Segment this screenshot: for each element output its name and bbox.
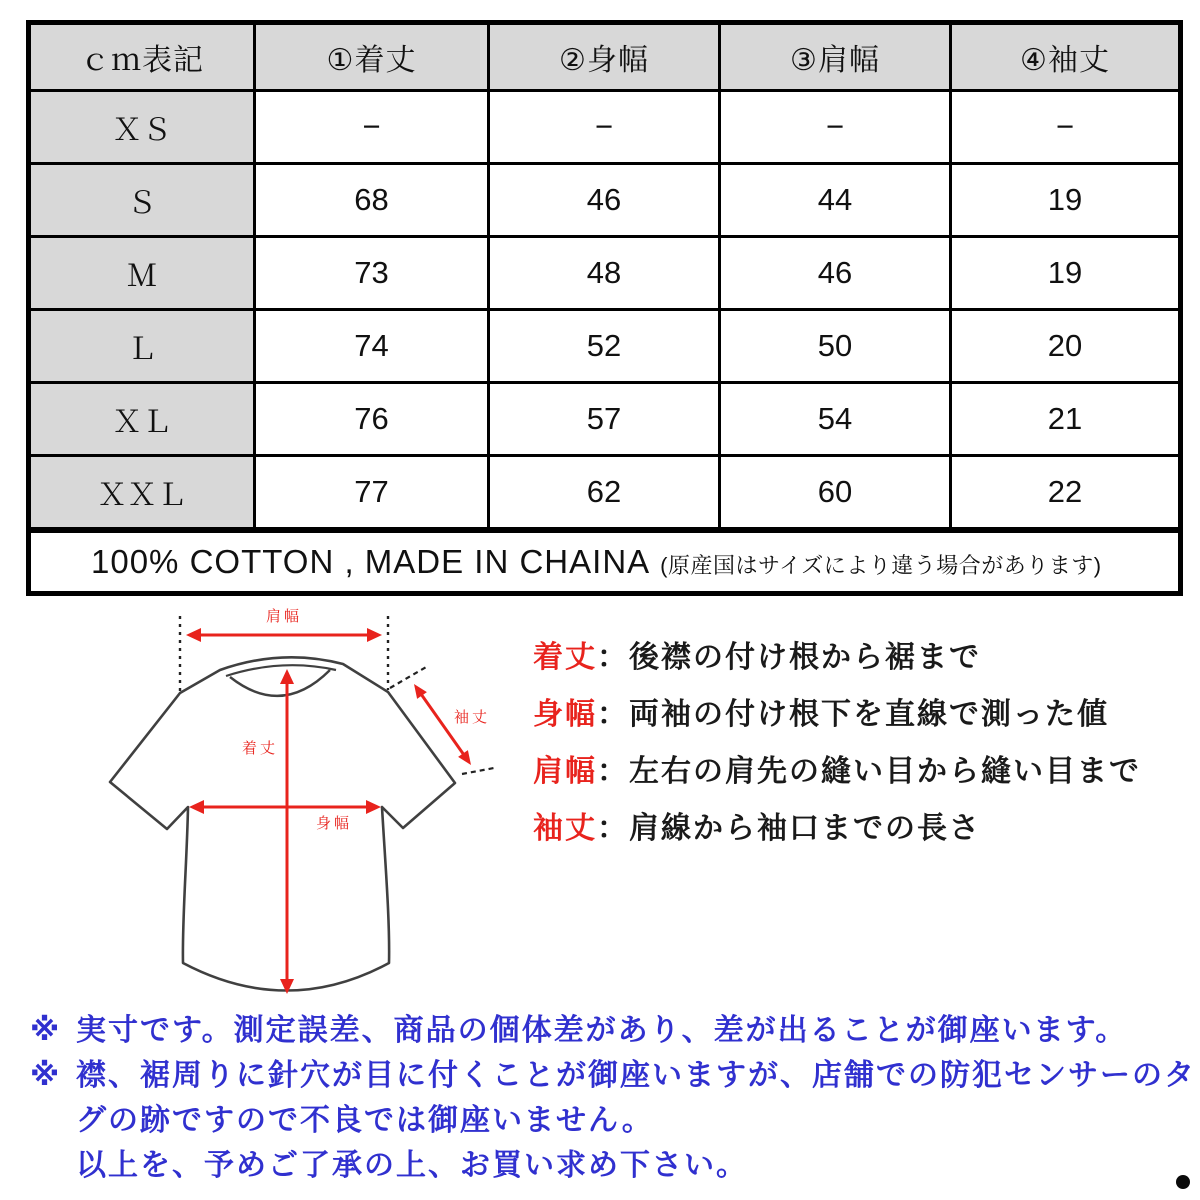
table-cell: − — [255, 91, 489, 164]
size-label: ＸＬ — [29, 383, 255, 456]
table-footer-row — [29, 530, 1181, 594]
sleeve-guide-bottom — [462, 768, 494, 774]
table-cell: 44 — [720, 164, 951, 237]
tshirt-outline — [110, 657, 455, 990]
header-cell-width: ②身幅 — [489, 23, 720, 91]
note-marker: ※ — [30, 1014, 62, 1047]
legend-separator: ： — [597, 812, 629, 845]
body-width-label: 身幅 — [315, 815, 353, 832]
size-label: Ｓ — [29, 164, 255, 237]
table-cell: 20 — [951, 310, 1181, 383]
size-label: Ｌ — [29, 310, 255, 383]
table-cell: − — [489, 91, 720, 164]
arrowhead — [414, 684, 427, 699]
table-cell: − — [720, 91, 951, 164]
disclaimer-notes — [30, 1008, 1196, 1188]
legend-description: 肩線から袖口までの長さ — [629, 812, 981, 845]
table-row-xs — [29, 91, 1181, 164]
legend-item-sleeve — [533, 811, 1141, 847]
legend-term: 身幅 — [533, 698, 597, 731]
table-cell: 62 — [489, 456, 720, 531]
arrowhead — [186, 628, 201, 642]
note-line — [30, 1143, 1196, 1188]
table-cell: 68 — [255, 164, 489, 237]
note-text: 襟、裾周りに針穴が目に付くことが御座いますが、店舗での防犯センサーのタ — [76, 1059, 1196, 1092]
note-marker: ※ — [30, 1059, 62, 1092]
table-cell: 77 — [255, 456, 489, 531]
legend-separator: ： — [597, 755, 629, 788]
size-label: Ｍ — [29, 237, 255, 310]
body-length-label: 着丈 — [241, 740, 278, 757]
table-cell: 74 — [255, 310, 489, 383]
shoulder-width-label: 肩幅 — [265, 608, 303, 625]
legend-separator: ： — [597, 641, 629, 674]
material-text: 100% COTTON , MADE IN CHAINA — [91, 543, 651, 580]
legend-item-width — [533, 697, 1141, 733]
legend-term: 肩幅 — [533, 755, 597, 788]
sleeve-guide-top — [390, 666, 428, 688]
legend-description: 両袖の付け根下を直線で測った値 — [629, 698, 1109, 731]
size-table — [26, 20, 1183, 596]
legend-term: 着丈 — [533, 641, 597, 674]
legend-item-shoulder — [533, 754, 1141, 790]
table-cell: 54 — [720, 383, 951, 456]
table-row-xxl — [29, 456, 1181, 531]
table-row-xl — [29, 383, 1181, 456]
size-label: ＸＳ — [29, 91, 255, 164]
table-cell: 60 — [720, 456, 951, 531]
table-cell: 19 — [951, 164, 1181, 237]
table-cell: 19 — [951, 237, 1181, 310]
table-cell: 48 — [489, 237, 720, 310]
size-label: ＸＸＬ — [29, 456, 255, 531]
legend-separator: ： — [597, 698, 629, 731]
arrowhead — [458, 750, 471, 765]
legend-description: 左右の肩先の縫い目から縫い目まで — [629, 755, 1141, 788]
table-cell: 76 — [255, 383, 489, 456]
table-header-row — [29, 23, 1181, 91]
corner-dot — [1176, 1175, 1190, 1189]
note-line — [30, 1053, 1196, 1098]
measurement-legend — [533, 640, 1141, 868]
sleeve-length-label: 袖丈 — [454, 709, 491, 726]
table-cell: 46 — [489, 164, 720, 237]
table-cell: 21 — [951, 383, 1181, 456]
tshirt-measurement-diagram — [60, 600, 520, 1000]
note-line — [30, 1008, 1196, 1053]
header-cell-length: ①着丈 — [255, 23, 489, 91]
table-cell: 22 — [951, 456, 1181, 531]
table-row-s — [29, 164, 1181, 237]
material-cell — [29, 530, 1181, 594]
table-row-m — [29, 237, 1181, 310]
size-table-container — [26, 20, 1183, 596]
header-cell-cm: ｃｍ表記 — [29, 23, 255, 91]
origin-note-text: (原産国はサイズにより違う場合があります) — [660, 553, 1102, 578]
legend-item-length — [533, 640, 1141, 676]
table-row-l — [29, 310, 1181, 383]
legend-term: 袖丈 — [533, 812, 597, 845]
header-cell-sleeve: ④袖丈 — [951, 23, 1181, 91]
note-line — [30, 1098, 1196, 1143]
table-cell: 50 — [720, 310, 951, 383]
table-cell: 73 — [255, 237, 489, 310]
legend-description: 後襟の付け根から裾まで — [629, 641, 981, 674]
table-cell: 57 — [489, 383, 720, 456]
note-text: 実寸です。測定誤差、商品の個体差があり、差が出ることが御座います。 — [76, 1014, 1128, 1047]
table-cell: − — [951, 91, 1181, 164]
note-text: グの跡ですので不良では御座いません。 — [76, 1104, 654, 1137]
table-cell: 46 — [720, 237, 951, 310]
note-text: 以上を、予めご了承の上、お買い求め下さい。 — [76, 1149, 748, 1182]
table-cell: 52 — [489, 310, 720, 383]
arrowhead — [367, 628, 382, 642]
header-cell-shoulder: ③肩幅 — [720, 23, 951, 91]
